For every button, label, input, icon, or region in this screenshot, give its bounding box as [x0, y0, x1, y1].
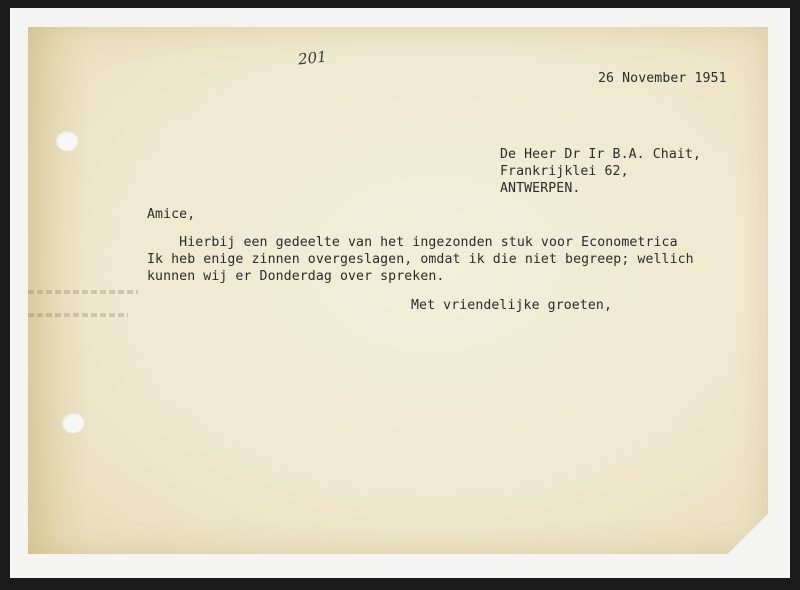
archive-number: 201 — [297, 47, 328, 69]
binder-mark-top — [28, 290, 138, 294]
binder-mark-bottom — [28, 313, 128, 317]
punch-hole-top — [56, 131, 78, 151]
letter-date: 26 November 1951 — [598, 71, 727, 86]
body-line-3: kunnen wij er Donderdag over spreken. — [147, 269, 445, 284]
closing: Met vriendelijke groeten, — [411, 298, 612, 313]
recipient-line-3: ANTWERPEN. — [500, 181, 581, 196]
body-line-1: Hierbij een gedeelte van het ingezonden stuk voor Econometrica — [147, 235, 678, 250]
recipient-line-1: De Heer Dr Ir B.A. Chait, — [500, 147, 701, 162]
salutation: Amice, — [147, 207, 196, 222]
body-line-2: Ik heb enige zinnen overgeslagen, omdat ik die niet begreep; wellich — [147, 252, 694, 267]
recipient-line-2: Frankrijklei 62, — [500, 164, 629, 179]
letter-sheet — [28, 27, 768, 554]
punch-hole-bottom — [62, 413, 84, 433]
